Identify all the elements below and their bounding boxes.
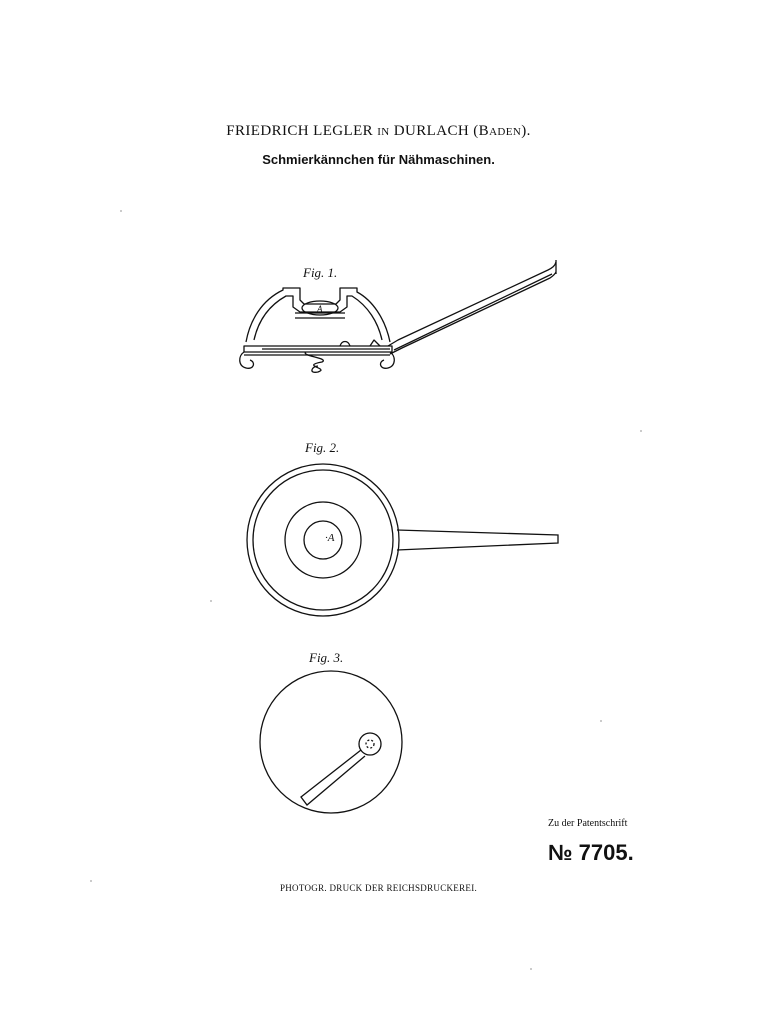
patent-note: Zu der Patentschrift xyxy=(548,818,628,829)
fig-2-label: Fig. 2. xyxy=(305,440,340,455)
inventor-name: FRIEDRICH LEGLER xyxy=(226,123,374,139)
fig-1-label: Fig. 1. xyxy=(303,265,338,280)
inventor-region: (BADEN). xyxy=(473,123,531,139)
paper-speck xyxy=(640,430,642,432)
fig-1-reference-letter: A xyxy=(317,304,323,314)
printer-imprint: PHOTOGR. DRUCK DER REICHSDRUCKEREI. xyxy=(279,883,478,893)
fig-3-label: Fig. 3. xyxy=(309,650,344,665)
paper-speck xyxy=(210,600,212,602)
inventor-in: IN xyxy=(377,126,390,138)
paper-speck xyxy=(90,880,92,882)
inventor-place: DURLACH xyxy=(393,123,470,139)
fig-2-reference-letter: ·A xyxy=(325,532,335,544)
patent-number: № 7705. xyxy=(548,840,634,865)
paper-speck xyxy=(600,720,602,722)
patent-subject: Schmierkännchen für Nähmaschinen. xyxy=(262,152,495,167)
paper-speck xyxy=(120,210,122,212)
paper-speck xyxy=(530,968,532,970)
